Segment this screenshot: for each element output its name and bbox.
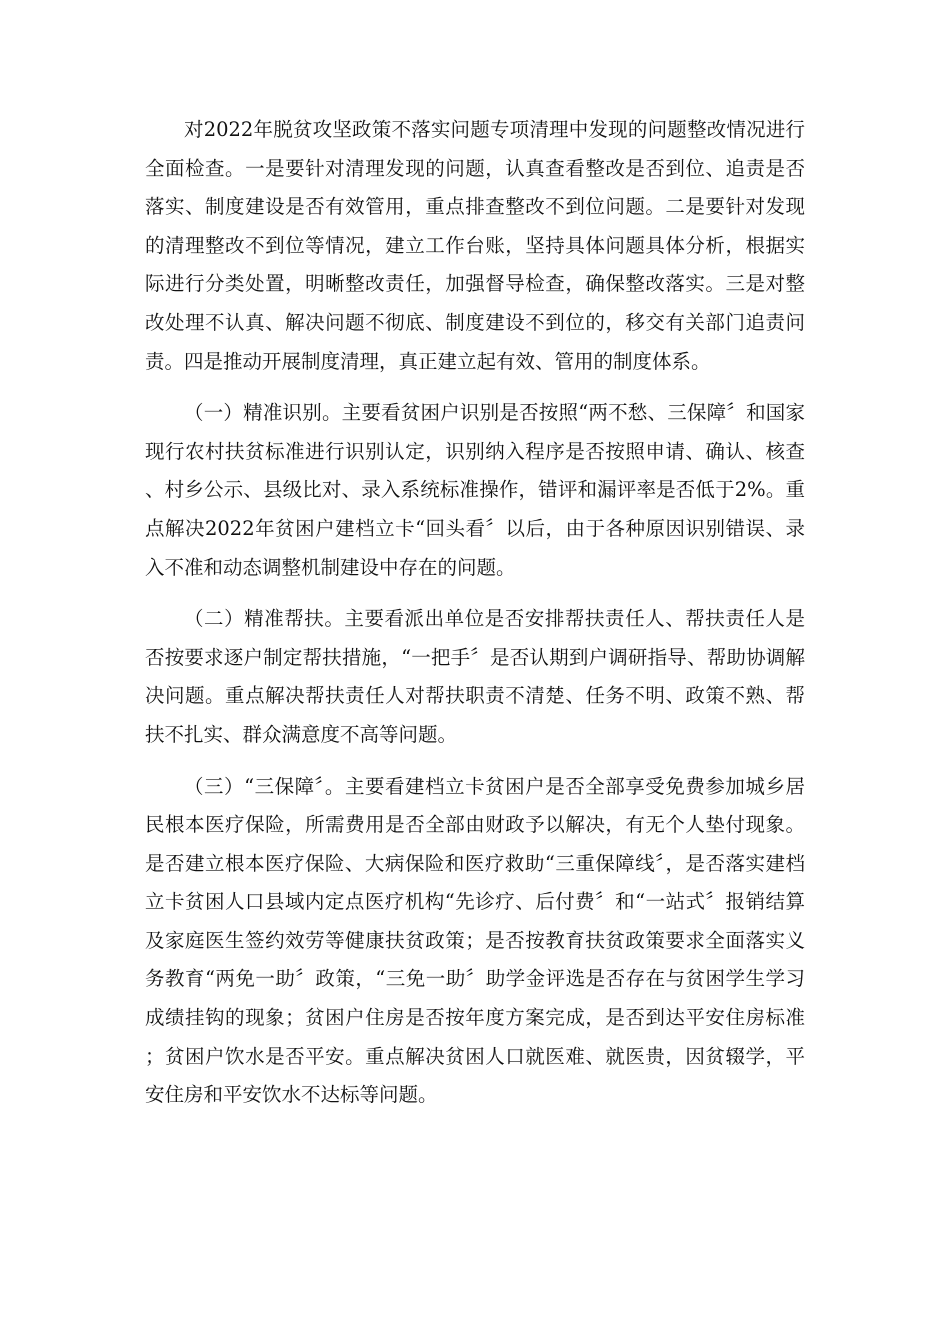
paragraph-precise-assistance: （二）精准帮扶。主要看派出单位是否安排帮扶责任人、帮扶责任人是否按要求逐户制定帮扶措施，“一把手〞是否认期到户调研指导、帮助协调解决问题。重点解决帮扶责任人对帮扶职责不清楚、任务不明、政策不熟、帮扶不扎实、群众满意度不高等问题。 [145,607,805,746]
document-page [145,111,805,1128]
paragraph-inspection-overview: 对2022年脱贫攻坚政策不落实问题专项清理中发现的问题整改情况进行全面检查。一是要针对清理发现的问题，认真查看整改是否到位、追责是否落实、制度建设是否有效管用，重点排查整改不到位问题。二是要针对发现的清理整改不到位等情况，建立工作台账，坚持具体问题具体分析，根据实际进行分类处置，明晰整改责任，加强督导检查，确保整改落实。三是对整改处理不认真、解决问题不彻底、制度建设不到位的，移交有关部门追责问责。四是推动开展制度清理，真正建立起有效、管用的制度体系。 [145,118,805,373]
paragraph-three-guarantees: （三）“三保障〞。主要看建档立卡贫困户是否全部享受免费参加城乡居民根本医疗保险，所需费用是否全部由财政予以解决，有无个人垫付现象。是否建立根本医疗保险、大病保险和医疗救助“三重保障线〞，是否落实建档立卡贫困人口县域内定点医疗机构“先诊疗、后付费〞和“一站式〞报销结算及家庭医生签约效劳等健康扶贫政策；是否按教育扶贫政策要求全面落实义务教育“两免一助〞政策，“三免一助〞助学金评选是否存在与贫困学生学习成绩挂钩的现象；贫困户住房是否按年度方案完成，是否到达平安住房标准；贫困户饮水是否平安。重点解决贫困人口就医难、就医贵，因贫辍学，平安住房和平安饮水不达标等问题。 [145,774,805,1107]
paragraph-precise-identification: （一）精准识别。主要看贫困户识别是否按照“两不愁、三保障〞和国家现行农村扶贫标准进行识别认定，识别纳入程序是否按照申请、确认、核查、村乡公示、县级比对、录入系统标准操作，错评和漏评率是否低于2%。重点解决2022年贫困户建档立卡“回头看〞以后，由于各种原因识别错误、录入不准和动态调整机制建设中存在的问题。 [145,401,805,579]
